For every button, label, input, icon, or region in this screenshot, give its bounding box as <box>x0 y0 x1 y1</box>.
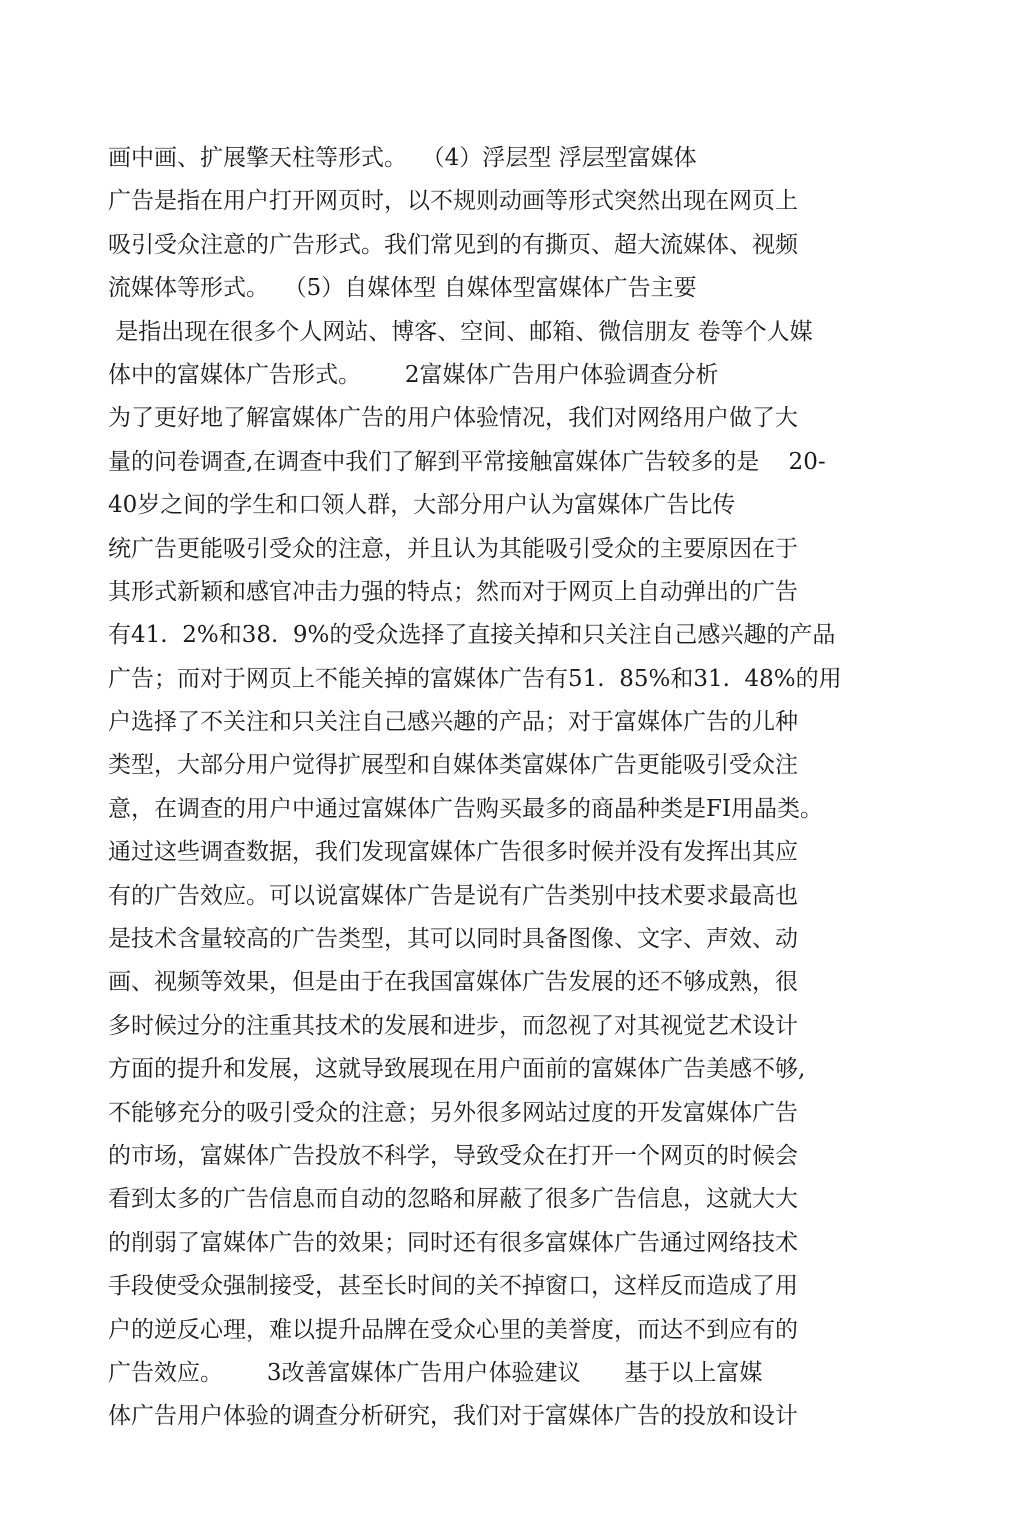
text-line: 多时候过分的注重其技术的发展和进步，而忽视了对其视觉艺术设计 <box>108 1012 798 1039</box>
text-line: 量的问卷调查,在调查中我们了解到平常接触富媒体广告较多的是 20- <box>108 448 826 475</box>
text-line: 体广告用户体验的调查分析研究，我们对于富媒体广告的投放和设计 <box>108 1403 798 1430</box>
text-line: 的市场，富媒体广告投放不科学，导致受众在打开一个网页的时候会 <box>108 1142 798 1169</box>
text-line: 40岁之间的学生和口领人群，大部分用户认为富媒体广告比传 <box>108 492 736 519</box>
text-line: 意，在调查的用户中通过富媒体广告购买最多的商晶种类是FI用晶类。 <box>108 795 824 822</box>
text-line: 画中画、扩展擎天柱等形式。 （4）浮层型 浮层型富媒体 <box>108 145 697 171</box>
text-line: 方面的提升和发展，这就导致展现在用户面前的富媒体广告美感不够, <box>108 1056 806 1083</box>
body-text <box>108 137 938 1439</box>
text-line: 统广告更能吸引受众的注意，并且认为其能吸引受众的主要原因在于 <box>108 535 798 562</box>
text-line: 通过这些调查数据，我们发现富媒体广告很多时候并没有发挥出其应 <box>108 839 798 866</box>
text-line: 类型，大部分用户觉得扩展型和自媒体类富媒体广告更能吸引受众注 <box>108 752 798 779</box>
section-heading-line: 广告效应。 3改善富媒体广告用户体验建议 基于以上富媒 <box>108 1359 763 1386</box>
text-line: 为了更好地了解富媒体广告的用户体验情况，我们对网络用户做了大 <box>108 405 798 432</box>
text-line: 的削弱了富媒体广告的效果；同时还有很多富媒体广告通过网络技术 <box>108 1229 798 1256</box>
text-line: 有的广告效应。可以说富媒体广告是说有广告类别中技术要求最高也 <box>108 882 798 909</box>
text-line: 户的逆反心理，难以提升品牌在受众心里的美誉度，而达不到应有的 <box>108 1316 798 1343</box>
text-line: 看到太多的广告信息而自动的忽略和屏蔽了很多广告信息，这就大大 <box>108 1186 798 1213</box>
text-line: 有41. 2%和38. 9%的受众选择了直接关掉和只关注自己感兴趣的产品 <box>108 622 836 649</box>
text-line: 画、视频等效果，但是由于在我国富媒体广告发展的还不够成熟，很 <box>108 969 798 996</box>
text-line: 手段使受众强制接受，甚至长时间的关不掉窗口，这样反而造成了用 <box>108 1273 798 1300</box>
text-line: 户选择了不关注和只关注自己感兴趣的产品；对于富媒体广告的儿种 <box>108 709 798 736</box>
text-line: 广告；而对于网页上不能关掉的富媒体广告有51. 85%和31. 48%的用 <box>108 665 842 692</box>
text-line: 不能够充分的吸引受众的注意；另外很多网站过度的开发富媒体广告 <box>108 1099 798 1126</box>
text-line: 广告是指在用户打开网页时，以不规则动画等形式突然出现在网页上 <box>108 188 798 215</box>
text-line: 流媒体等形式。 （5）自媒体型 自媒体型富媒体广告主要 <box>108 275 697 302</box>
section-heading-line: 体中的富媒体广告形式。 2富媒体广告用户体验调查分析 <box>108 361 719 388</box>
text-line: 是指出现在很多个人网站、博客、空间、邮箱、微信朋友 卷等个人媒 <box>108 318 813 345</box>
text-line: 是技术含量较高的广告类型，其可以同时具备图像、文字、声效、动 <box>108 926 798 953</box>
text-line: 其形式新颖和感官冲击力强的特点；然而对于网页上自动弹出的广告 <box>108 578 798 605</box>
text-line: 吸引受众注意的广告形式。我们常见到的有撕页、超大流媒体、视频 <box>108 231 798 258</box>
